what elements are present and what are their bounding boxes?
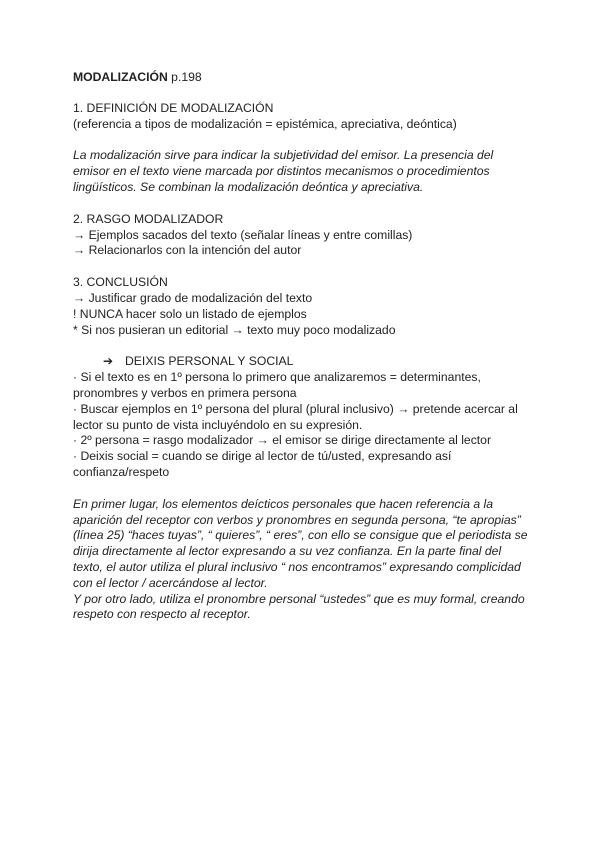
section1-paragraph <box>73 148 550 195</box>
title-page-ref: p.198 <box>167 70 202 84</box>
example-line: Y por otro lado, utiliza el pronombre personal “ustedes” que es muy formal, creando <box>73 591 525 606</box>
section-conclusion <box>73 275 550 338</box>
document-title <box>73 70 550 86</box>
section1-note: (referencia a tipos de modalización = epistémica, apreciativa, deóntica) <box>73 116 457 131</box>
example-line: dirija directamente al lector expresando a su vez confianza. En la parte final del <box>73 544 502 559</box>
paragraph-line: lingüísticos. Se combinan la modalización deóntica y apreciativa. <box>73 179 424 194</box>
paragraph-line: La modalización sirve para indicar la subjetividad del emisor. La presencia del <box>73 148 494 163</box>
section-definicion <box>73 101 550 196</box>
list-item: * Si nos pusieran un editorial → texto muy poco modalizado <box>73 322 396 337</box>
example-line: En primer lugar, los elementos deícticos personales que hacen referencia a la <box>73 496 494 511</box>
arrow-right-icon: ➔ <box>103 354 114 369</box>
deixis-line: · Buscar ejemplos en 1º persona del plural (plural inclusivo) → pretende acercar al <box>73 401 518 416</box>
example-line: respeto con respecto al receptor. <box>73 607 251 622</box>
deixis-line: · Si el texto es en 1º persona lo primero que analizaremos = determinantes, <box>73 370 481 385</box>
paragraph-line: emisor en el texto viene marcada por distintos mecanismos o procedimientos <box>73 164 490 179</box>
deixis-line: · 2º persona = rasgo modalizador → el emisor se dirige directamente al lector <box>73 433 492 448</box>
deixis-line: pronombres y verbos en primera persona <box>73 385 297 400</box>
deixis-line: · Deixis social = cuando se dirige al lector de tú/usted, expresando así <box>73 449 452 464</box>
section-rasgo <box>73 212 550 259</box>
list-item: → Justificar grado de modalización del texto <box>73 290 313 305</box>
deixis-heading <box>73 354 550 370</box>
title-main: MODALIZACIÓN <box>73 70 168 84</box>
example-line: con el lector / acercándose al lector. <box>73 575 268 590</box>
example-line: texto, el autor utiliza el plural inclusivo “ nos encontramos” expresando complicidad <box>73 559 521 574</box>
example-paragraph <box>73 497 550 623</box>
example-line: aparición del receptor con verbos y pronombres en segunda persona, “te apropias” <box>73 512 521 527</box>
section1-heading: 1. DEFINICIÓN DE MODALIZACIÓN <box>73 100 274 115</box>
deixis-line: confianza/respeto <box>73 464 170 479</box>
example-line: (línea 25) “haces tuyas”, “ quieres”, “ eres”, con ello se consigue que el periodista se <box>73 528 528 543</box>
list-item: → Ejemplos sacados del texto (señalar líneas y entre comillas) <box>73 227 413 242</box>
section2-heading: 2. RASGO MODALIZADOR <box>73 211 224 226</box>
list-item: ! NUNCA hacer solo un listado de ejemplos <box>73 306 307 321</box>
section3-heading: 3. CONCLUSIÓN <box>73 275 168 290</box>
deixis-heading-text: DEIXIS PERSONAL Y SOCIAL <box>125 354 294 369</box>
deixis-line: lector su punto de vista incluyéndolo en su expresión. <box>73 417 363 432</box>
section-deixis <box>73 354 550 480</box>
list-item: → Relacionarlos con la intención del autor <box>73 243 302 258</box>
